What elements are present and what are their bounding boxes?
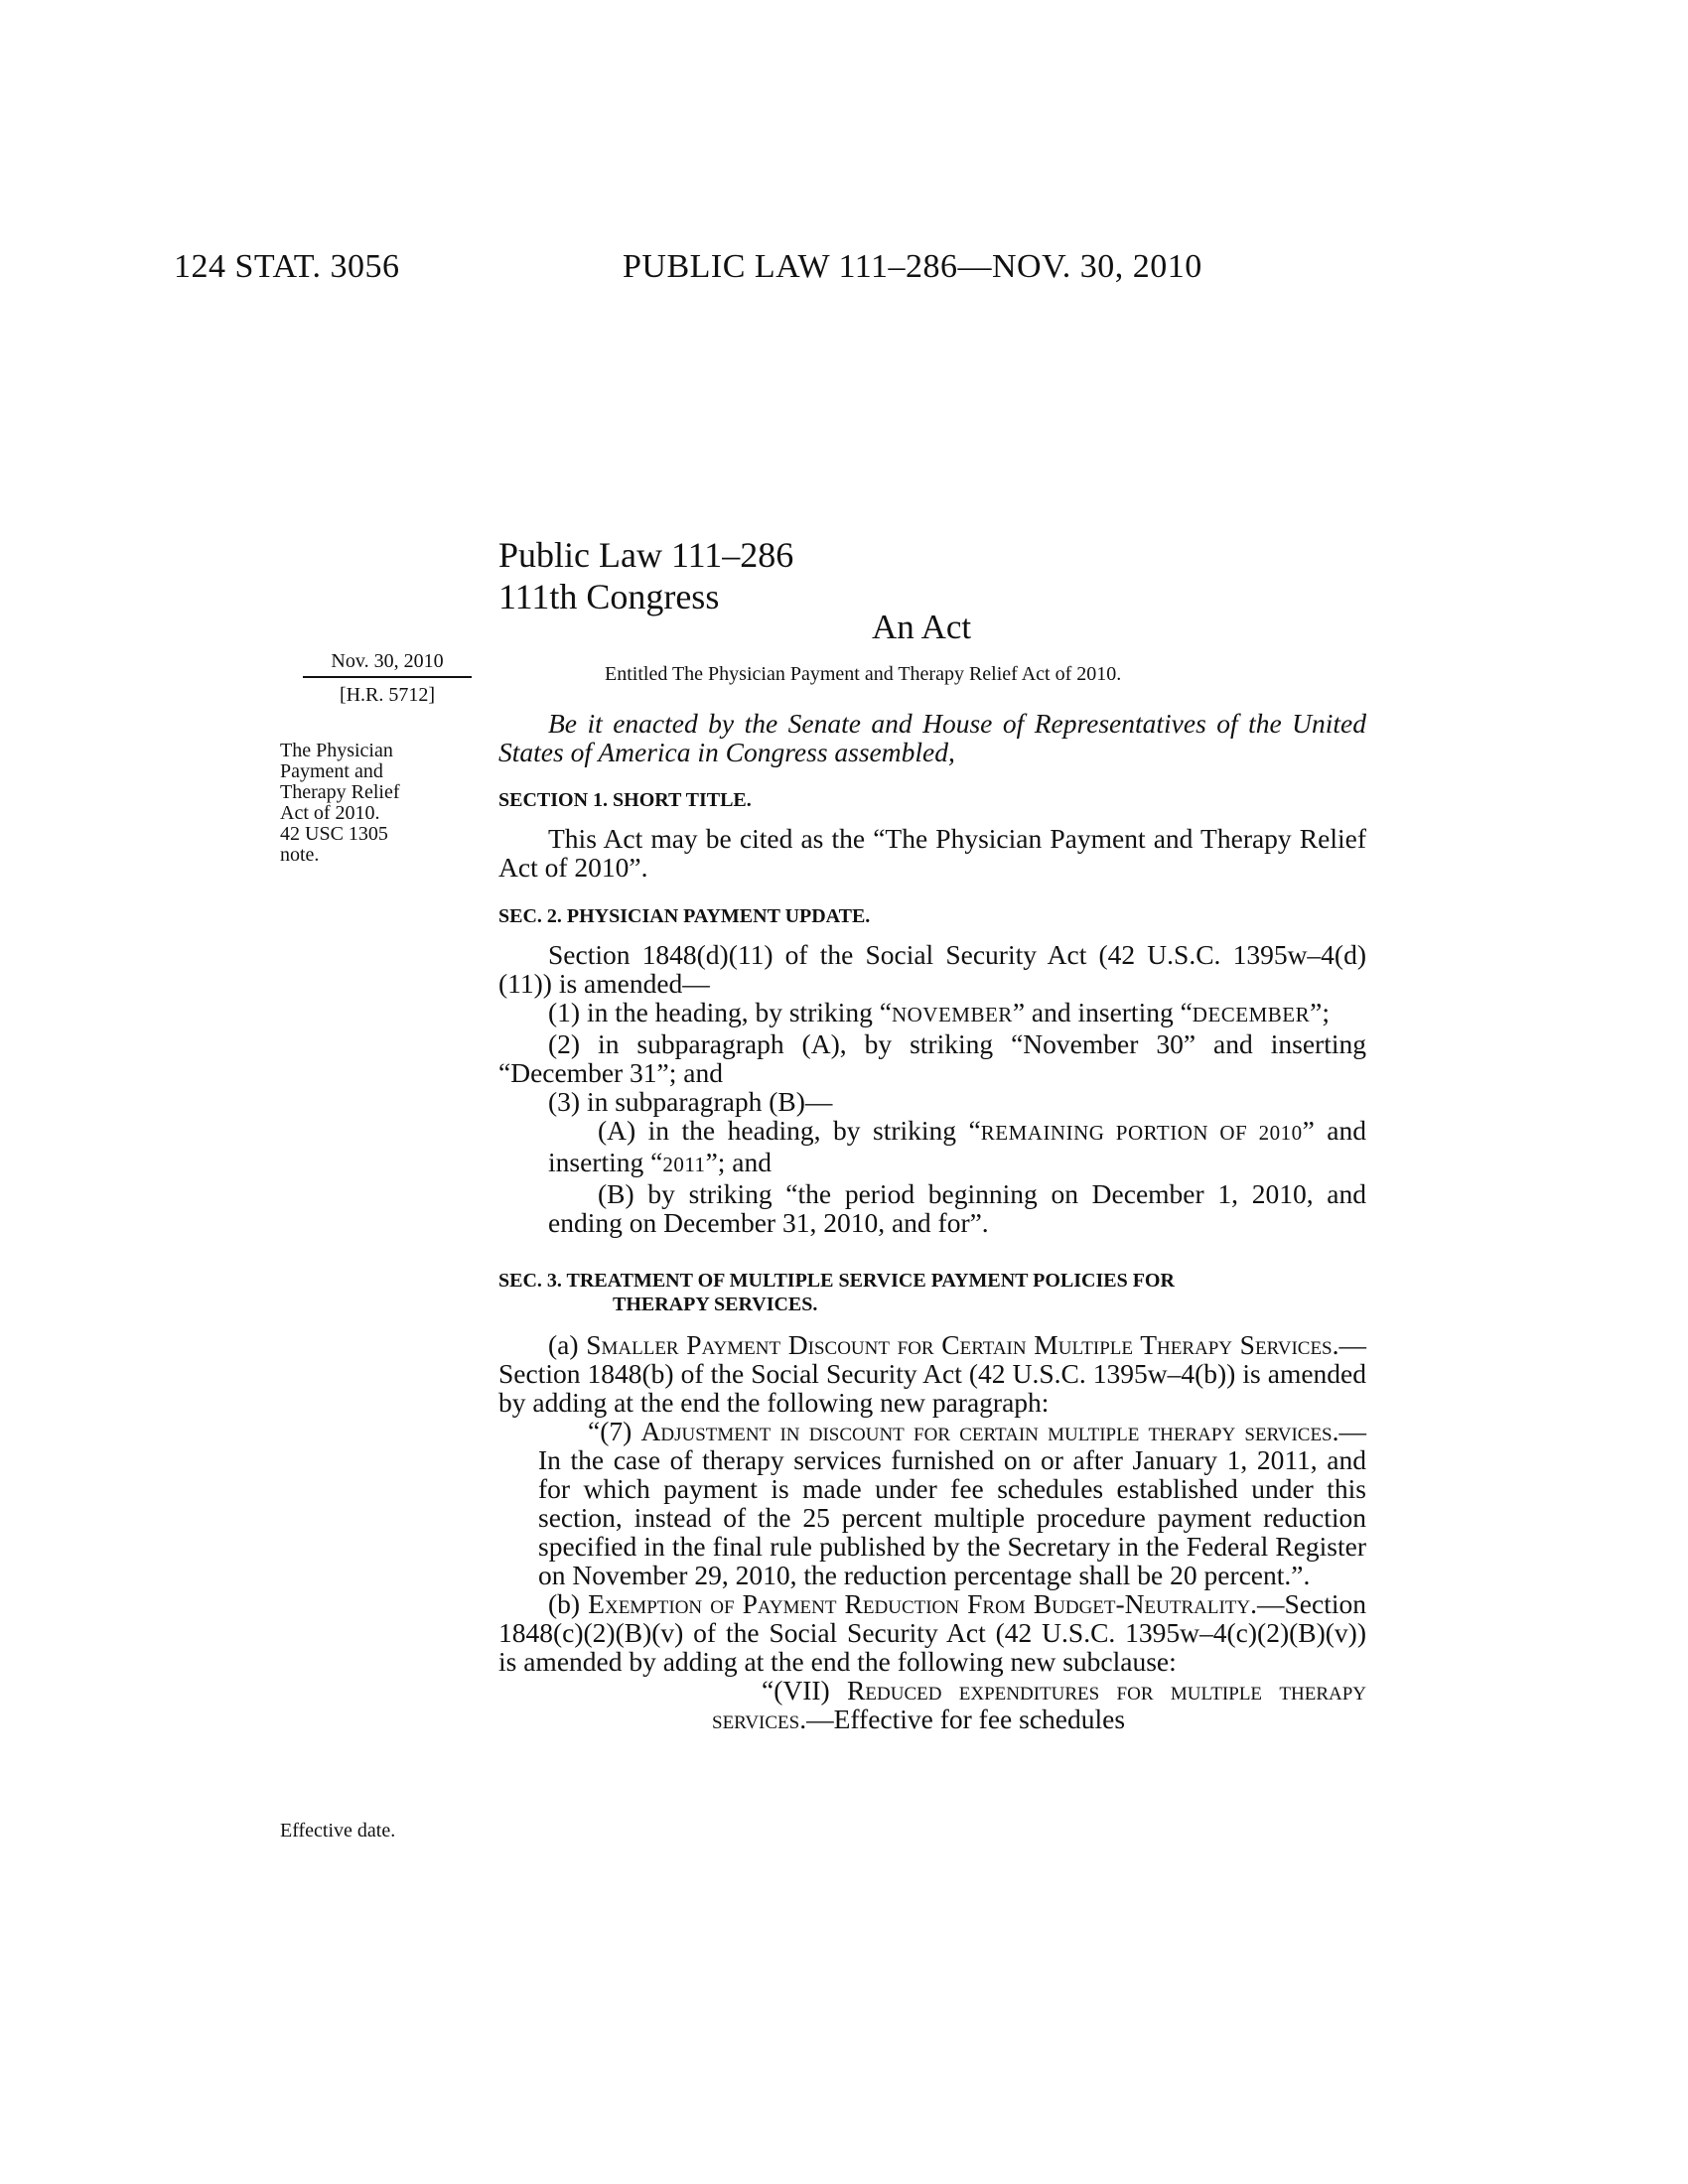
section-3 <box>498 1269 1366 1733</box>
margin-note-line: Act of 2010. <box>280 802 380 824</box>
margin-date: Nov. 30, 2010 <box>303 648 472 678</box>
public-law-number: Public Law 111–286 <box>498 535 794 575</box>
section-2-paragraph-2: (2) in subparagraph (A), by striking “November 30” and inserting “December 31”; and <box>498 1028 1366 1088</box>
section-1 <box>498 788 1366 882</box>
section-3-new-paragraph-7: “(7) Adjustment in discount for certain multiple therapy services.—In the case of therapy services furnished on or after January 1, 2011, and for which payment is made under fee schedules established under this section, instead of the 25 percent multiple procedure payment reduction specified in the final rule published by the Secretary in the Federal Register on November 29, 2010, the reduction percentage shall be 20 percent.”. <box>538 1416 1366 1590</box>
section-2 <box>498 904 1366 1237</box>
section-3-heading-line: SEC. 3. TREATMENT OF MULTIPLE SERVICE PAYMENT POLICIES FOR <box>498 1270 1175 1292</box>
margin-effective-date: Effective date. <box>280 1820 396 1842</box>
margin-note-line: 42 USC 1305 <box>280 823 388 845</box>
section-2-subparagraph-b: (B) by striking “the period beginning on December 1, 2010, and ending on December 31, 2010, and for”. <box>548 1178 1366 1238</box>
section-3-heading-line: THERAPY SERVICES. <box>613 1294 818 1315</box>
section-2-paragraph-1: (1) in the heading, by striking “NOVEMBER” and inserting “DECEMBER”; <box>548 997 1330 1027</box>
section-2-paragraph-3: (3) in subparagraph (B)— <box>548 1086 833 1117</box>
law-title-block <box>498 534 793 617</box>
enacting-clause-text: Be it enacted by the Senate and House of Representatives of the United States of America in Congress assembled, <box>498 708 1366 767</box>
margin-note-line: The Physician <box>280 740 393 761</box>
margin-bill-number: [H.R. 5712] <box>339 684 436 706</box>
margin-note-line: note. <box>280 844 320 866</box>
margin-date-block <box>303 648 472 708</box>
section-3-subsection-a: (a) Smaller Payment Discount for Certain Multiple Therapy Services.—Section 1848(b) of the Social Security Act (42 U.S.C. 1395w–4(b)) is amended by adding at the end the following new paragraph: <box>498 1329 1366 1418</box>
page-stat-number: 124 STAT. 3056 <box>174 248 400 285</box>
congress-number: 111th Congress <box>498 577 720 616</box>
margin-note-line: Therapy Relief <box>280 781 400 803</box>
section-3-heading <box>498 1269 1366 1316</box>
section-3-subsection-b: (b) Exemption of Payment Reduction From Budget-Neutrality.—Section 1848(c)(2)(B)(v) of the Social Security Act (42 U.S.C. 1395w–4(c)(2)(B)(v)) is amended by adding at the end the following new subclause: <box>498 1588 1366 1677</box>
section-2-intro: Section 1848(d)(11) of the Social Security Act (42 U.S.C. 1395w–4(d)(11)) is amended— <box>498 939 1366 999</box>
margin-note-line: Payment and <box>280 760 383 782</box>
section-1-text: This Act may be cited as the “The Physician Payment and Therapy Relief Act of 2010”. <box>498 823 1366 883</box>
enacting-clause <box>498 709 1366 766</box>
entitled-line: Entitled The Physician Payment and Therapy Relief Act of 2010. <box>605 663 1122 685</box>
section-2-heading: SEC. 2. PHYSICIAN PAYMENT UPDATE. <box>498 905 871 927</box>
act-label: An Act <box>872 608 972 646</box>
section-1-heading: SECTION 1. SHORT TITLE. <box>498 789 752 811</box>
margin-short-title-note <box>280 741 479 866</box>
section-2-subparagraph-a: (A) in the heading, by striking “REMAINING PORTION OF 2010” and inserting “2011”; and <box>548 1115 1367 1177</box>
running-title: PUBLIC LAW 111–286—NOV. 30, 2010 <box>623 248 1202 285</box>
section-3-new-subclause-vii: “(VII) Reduced expenditures for multiple therapy services.—Effective for fee schedules <box>712 1675 1366 1734</box>
